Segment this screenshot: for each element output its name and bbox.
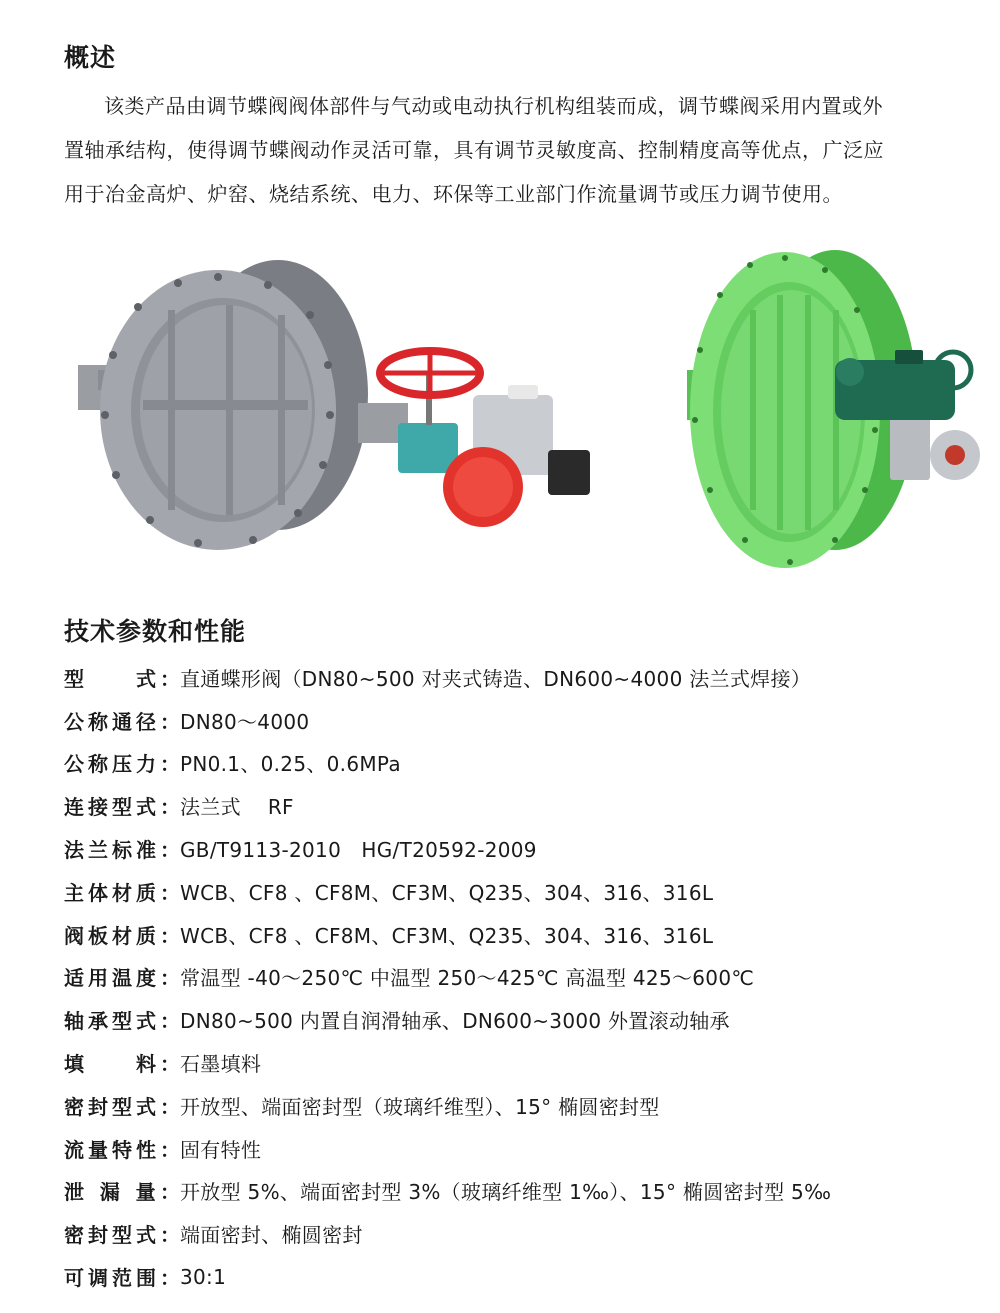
spec-row-nominal-pressure bbox=[64, 742, 994, 785]
overview-line: 用于冶金高炉、炉窑、烧结系统、电力、环保等工业部门作流量调节或压力调节使用。 bbox=[64, 182, 843, 206]
spec-row-seal-form bbox=[64, 1212, 994, 1255]
spec-label: 公称通径： bbox=[64, 709, 180, 734]
spec-label: 主体材质： bbox=[64, 880, 180, 905]
electric-butterfly-valve-photo bbox=[685, 240, 985, 570]
spec-row-seal-type bbox=[64, 1084, 994, 1127]
spec-value: 30:1 bbox=[180, 1264, 227, 1289]
spec-value: PN0.1、0.25、0.6MPa bbox=[180, 752, 401, 777]
spec-value: 法兰式 RF bbox=[180, 795, 294, 820]
spec-row-flow-characteristic bbox=[64, 1127, 994, 1170]
spec-row-disc-material bbox=[64, 913, 994, 956]
spec-row-body-material bbox=[64, 870, 994, 913]
spec-row-packing bbox=[64, 1041, 994, 1084]
spec-label: 法兰标准： bbox=[64, 838, 180, 863]
overview-line: 该类产品由调节蝶阀阀体部件与气动或电动执行机构组装而成，调节蝶阀采用内置或外 bbox=[104, 94, 883, 118]
spec-value: 直通蝶形阀（DN80~500 对夹式铸造、DN600~4000 法兰式焊接） bbox=[180, 666, 812, 691]
specs-list bbox=[64, 656, 994, 1298]
spec-value: GB/T9113-2010 HG/T20592-2009 bbox=[180, 838, 537, 863]
spec-label: 泄 漏 量： bbox=[64, 1180, 180, 1205]
spec-value: 开放型 5%、端面密封型 3%（玻璃纤维型 1‰）、15° 椭圆密封型 5‰ bbox=[180, 1180, 832, 1205]
spec-row-leakage bbox=[64, 1170, 994, 1213]
spec-value: DN80~500 内置自润滑轴承、DN600~3000 外置滚动轴承 bbox=[180, 1009, 730, 1034]
spec-label: 适用温度： bbox=[64, 966, 180, 991]
spec-label: 型 式： bbox=[64, 666, 180, 691]
spec-label: 轴承型式： bbox=[64, 1009, 180, 1034]
spec-value: 开放型、端面密封型（玻璃纤维型）、15° 椭圆密封型 bbox=[180, 1094, 660, 1119]
spec-row-rangeability bbox=[64, 1255, 994, 1298]
spec-value: 端面密封、椭圆密封 bbox=[180, 1223, 363, 1248]
spec-label: 连接型式： bbox=[64, 795, 180, 820]
spec-row-bearing bbox=[64, 998, 994, 1041]
spec-value: WCB、CF8 、CF8M、CF3M、Q235、304、316、316L bbox=[180, 923, 714, 948]
spec-label: 公称压力： bbox=[64, 752, 180, 777]
spec-row-temperature bbox=[64, 956, 994, 999]
spec-row-type bbox=[64, 656, 994, 699]
spec-label: 阀板材质： bbox=[64, 923, 180, 948]
overview-title: 概述 bbox=[64, 43, 117, 72]
spec-value: 固有特性 bbox=[180, 1137, 262, 1162]
overview-paragraph bbox=[64, 84, 1000, 216]
spec-label: 密封型式： bbox=[64, 1094, 180, 1119]
spec-label: 填 料： bbox=[64, 1052, 180, 1077]
spec-value: DN80～4000 bbox=[180, 709, 310, 734]
spec-row-nominal-diameter bbox=[64, 699, 994, 742]
spec-label: 可调范围： bbox=[64, 1266, 180, 1291]
spec-label: 密封型式： bbox=[64, 1223, 180, 1248]
spec-value: 石墨填料 bbox=[180, 1052, 262, 1077]
specs-title: 技术参数和性能 bbox=[64, 617, 247, 646]
pneumatic-butterfly-valve-photo bbox=[78, 255, 598, 555]
spec-row-flange-standard bbox=[64, 827, 994, 870]
spec-row-connection bbox=[64, 784, 994, 827]
spec-value: 常温型 -40～250℃ 中温型 250～425℃ 高温型 425～600℃ bbox=[180, 966, 755, 991]
spec-label: 流量特性： bbox=[64, 1137, 180, 1162]
overview-line: 置轴承结构，使得调节蝶阀动作灵活可靠，具有调节灵敏度高、控制精度高等优点，广泛应 bbox=[64, 138, 884, 162]
spec-value: WCB、CF8 、CF8M、CF3M、Q235、304、316、316L bbox=[180, 880, 714, 905]
